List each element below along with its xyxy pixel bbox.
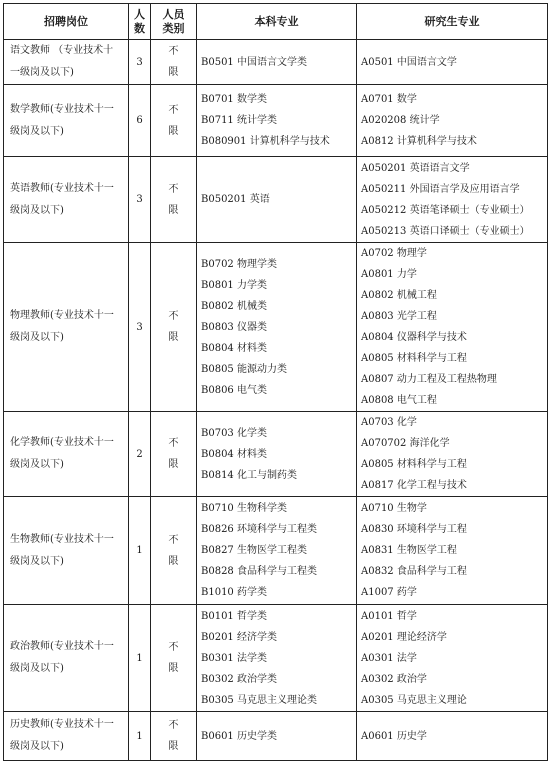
header-count-line1: 人 <box>134 7 145 21</box>
major-item: B1010 药学类 <box>201 587 267 598</box>
header-undergrad: 本科专业 <box>197 4 357 40</box>
count-cell: 1 <box>129 605 151 712</box>
category-char: 限 <box>168 204 179 216</box>
header-count <box>129 4 151 40</box>
category-char: 不 <box>168 720 179 731</box>
major-item: B0802 机械类 <box>201 300 267 312</box>
major-item: B0501 中国语言文学类 <box>201 56 307 68</box>
graduate-cell <box>357 85 548 157</box>
undergrad-cell <box>197 497 357 605</box>
table-row <box>4 712 548 761</box>
category-char: 不 <box>168 438 179 449</box>
major-item: A0832 食品科学与工程 <box>361 566 467 577</box>
category-cell <box>151 605 197 712</box>
count-cell: 3 <box>129 157 151 243</box>
undergrad-cell <box>197 243 357 412</box>
graduate-cell <box>357 157 548 243</box>
count-cell: 3 <box>129 40 151 85</box>
position-cell: 物理教师(专业技术十一级岗及以下) <box>4 243 129 412</box>
major-item: B080901 计算机科学与技术 <box>201 136 330 147</box>
table-row <box>4 605 548 712</box>
major-item: B0711 统计学类 <box>201 115 277 126</box>
position-cell: 化学教师(专业技术十一级岗及以下) <box>4 412 129 497</box>
position-cell: 生物教师(专业技术十一级岗及以下) <box>4 497 129 605</box>
header-row <box>4 4 548 40</box>
position-cell: 语文教师 （专业技术十一级岗及以下) <box>4 40 129 85</box>
major-item: B0710 生物科学类 <box>201 503 287 514</box>
major-item: B0814 化工与制药类 <box>201 469 297 481</box>
recruitment-table <box>3 3 548 761</box>
major-item: A0802 机械工程 <box>361 290 437 301</box>
major-item: B0828 食品科学与工程类 <box>201 566 317 577</box>
major-item: B0826 环境科学与工程类 <box>201 524 317 535</box>
major-item: B0702 物理学类 <box>201 258 277 270</box>
category-char: 限 <box>168 555 179 567</box>
category-cell <box>151 712 197 761</box>
major-item: B0302 政治学类 <box>201 673 277 685</box>
major-item: A070702 海洋化学 <box>361 438 450 449</box>
count-cell: 6 <box>129 85 151 157</box>
table-row <box>4 157 548 243</box>
major-item: A0305 马克思主义理论 <box>361 694 467 706</box>
graduate-cell <box>357 712 548 761</box>
category-cell <box>151 497 197 605</box>
category-cell <box>151 85 197 157</box>
major-item: A0302 政治学 <box>361 673 427 685</box>
major-item: A0807 动力工程及工程热物理 <box>361 374 497 385</box>
category-char: 不 <box>168 642 179 653</box>
major-item: B0803 仪器类 <box>201 321 267 333</box>
major-item: B0701 数学类 <box>201 94 267 105</box>
major-item: A0702 物理学 <box>361 248 427 259</box>
graduate-cell <box>357 497 548 605</box>
major-item: B0301 法学类 <box>201 652 267 664</box>
category-char: 限 <box>168 125 179 137</box>
category-cell <box>151 40 197 85</box>
undergrad-cell <box>197 605 357 712</box>
count-cell: 3 <box>129 243 151 412</box>
table-row <box>4 412 548 497</box>
major-item: A0830 环境科学与工程 <box>361 524 467 535</box>
major-item: A0201 理论经济学 <box>361 631 447 643</box>
table-row <box>4 497 548 605</box>
major-item: B0801 力学类 <box>201 279 267 291</box>
major-item: A0817 化学工程与技术 <box>361 480 467 491</box>
category-cell <box>151 243 197 412</box>
major-item: B0101 哲学类 <box>201 610 267 622</box>
major-item: A0805 材料科学与工程 <box>361 459 467 470</box>
category-cell <box>151 157 197 243</box>
major-item: B0305 马克思主义理论类 <box>201 694 317 706</box>
major-item: B0827 生物医学工程类 <box>201 545 307 556</box>
category-char: 限 <box>168 741 179 752</box>
major-item: A0812 计算机科学与技术 <box>361 136 477 147</box>
count-cell: 1 <box>129 497 151 605</box>
major-item: B0805 能源动力类 <box>201 363 287 375</box>
undergrad-cell <box>197 40 357 85</box>
major-item: A0601 历史学 <box>361 730 427 742</box>
category-char: 不 <box>168 183 179 195</box>
major-item: A050211 外国语言学及应用语言学 <box>361 183 520 195</box>
major-item: A0710 生物学 <box>361 503 427 514</box>
undergrad-cell <box>197 712 357 761</box>
category-char: 限 <box>168 459 179 470</box>
undergrad-cell <box>197 412 357 497</box>
major-item: A0703 化学 <box>361 417 417 428</box>
position-cell: 历史教师(专业技术十一级岗及以下) <box>4 712 129 761</box>
major-item: B0601 历史学类 <box>201 730 277 742</box>
header-category-line1: 人员 <box>162 7 185 21</box>
graduate-cell <box>357 40 548 85</box>
major-item: A0801 力学 <box>361 269 417 280</box>
graduate-cell <box>357 412 548 497</box>
header-graduate: 研究生专业 <box>357 4 548 40</box>
header-position: 招聘岗位 <box>4 4 129 40</box>
category-char: 限 <box>168 67 179 78</box>
header-category <box>151 4 197 40</box>
category-char: 不 <box>168 104 179 116</box>
table-row <box>4 85 548 157</box>
table-body <box>4 40 548 761</box>
category-char: 不 <box>168 46 179 57</box>
header-count-line2: 数 <box>134 21 145 35</box>
major-item: A0804 仪器科学与技术 <box>361 332 467 343</box>
header-category-line2: 类别 <box>162 21 185 35</box>
position-cell: 数学教师(专业技术十一级岗及以下) <box>4 85 129 157</box>
major-item: B0806 电气类 <box>201 384 267 396</box>
category-cell <box>151 412 197 497</box>
table-row <box>4 243 548 412</box>
major-item: B0201 经济学类 <box>201 631 277 643</box>
graduate-cell <box>357 605 548 712</box>
major-item: A050213 英语口译硕士（专业硕士） <box>361 225 530 237</box>
category-char: 不 <box>168 311 179 322</box>
major-item: B0703 化学类 <box>201 427 267 439</box>
category-char: 不 <box>168 534 179 546</box>
major-item: A1007 药学 <box>361 587 417 598</box>
major-item: A020208 统计学 <box>361 115 440 126</box>
major-item: B0804 材料类 <box>201 342 267 354</box>
major-item: B0804 材料类 <box>201 448 267 460</box>
major-item: B050201 英语 <box>201 194 270 205</box>
table-row <box>4 40 548 85</box>
major-item: A050201 英语语言文学 <box>361 162 470 174</box>
category-char: 限 <box>168 663 179 674</box>
graduate-cell <box>357 243 548 412</box>
count-cell: 1 <box>129 712 151 761</box>
major-item: A0803 光学工程 <box>361 311 437 322</box>
position-cell: 英语教师(专业技术十一级岗及以下) <box>4 157 129 243</box>
major-item: A0831 生物医学工程 <box>361 545 457 556</box>
major-item: A0101 哲学 <box>361 610 417 622</box>
category-char: 限 <box>168 332 179 343</box>
major-item: A0501 中国语言文学 <box>361 56 457 68</box>
undergrad-cell <box>197 85 357 157</box>
major-item: A0805 材料科学与工程 <box>361 353 467 364</box>
position-cell: 政治教师(专业技术十一级岗及以下) <box>4 605 129 712</box>
major-item: A0301 法学 <box>361 652 417 664</box>
major-item: A050212 英语笔译硕士（专业硕士） <box>361 204 530 216</box>
count-cell: 2 <box>129 412 151 497</box>
major-item: A0701 数学 <box>361 94 417 105</box>
undergrad-cell <box>197 157 357 243</box>
major-item: A0808 电气工程 <box>361 395 437 406</box>
